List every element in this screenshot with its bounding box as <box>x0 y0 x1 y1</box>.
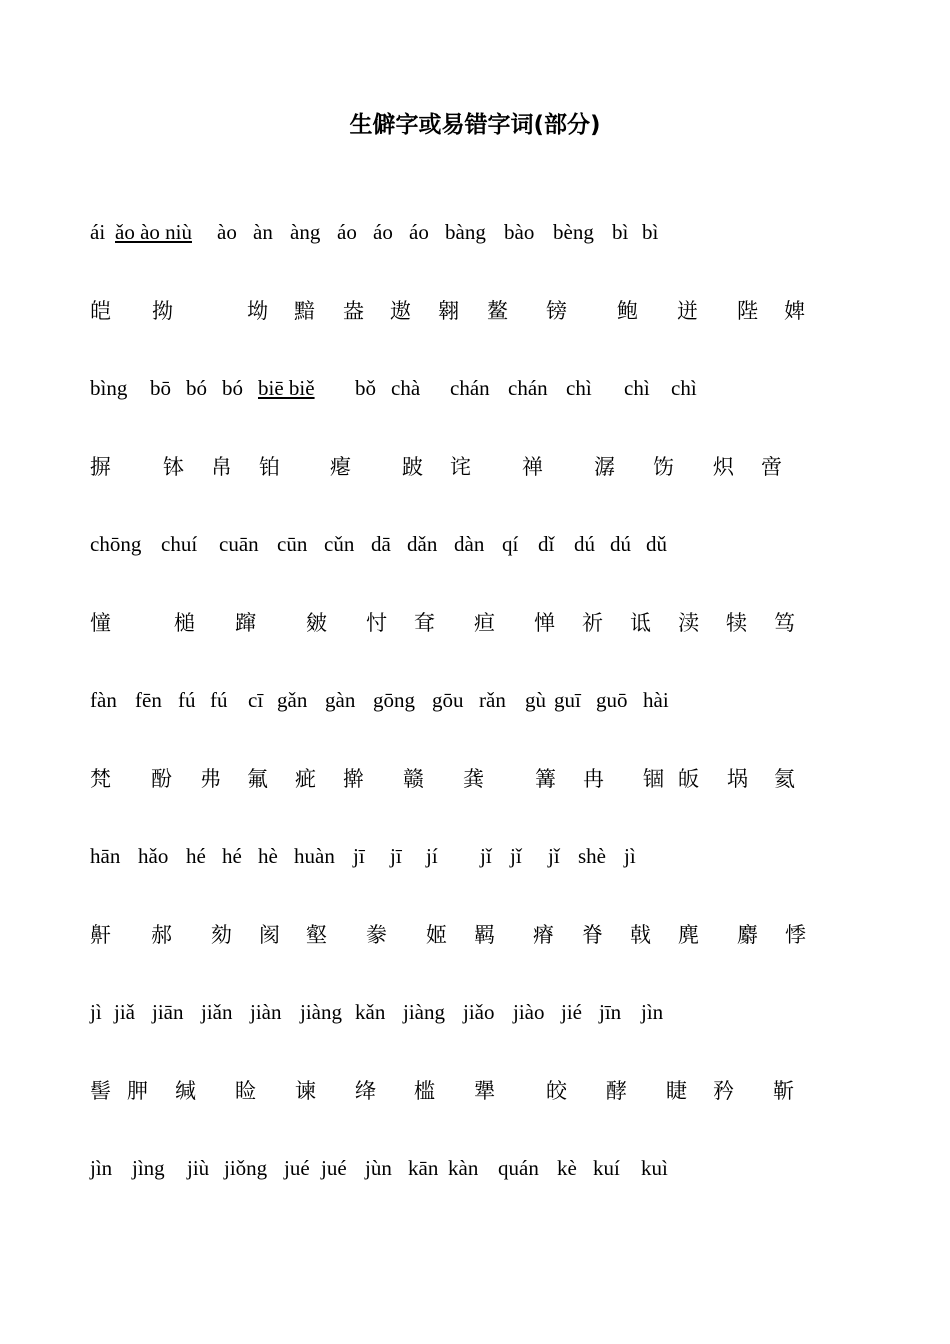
pinyin-token: jiǎn <box>201 1000 233 1024</box>
pinyin-token: quán <box>498 1156 539 1180</box>
hanzi-char: 陛 <box>737 299 758 323</box>
hanzi-char: 诋 <box>630 611 651 635</box>
hanzi-char: 梵 <box>90 767 111 791</box>
hanzi-char: 篝 <box>535 767 556 791</box>
hanzi-char: 悸 <box>785 923 806 947</box>
hanzi-char: 迸 <box>677 299 698 323</box>
hanzi-char: 麂 <box>678 923 699 947</box>
hanzi-char: 鼾 <box>90 923 111 947</box>
hanzi-char: 豢 <box>366 923 387 947</box>
hanzi-char: 笃 <box>774 611 795 635</box>
pinyin-token: jǐ <box>510 844 522 868</box>
hanzi-char: 婢 <box>784 299 805 323</box>
pinyin-token: ào <box>217 220 237 244</box>
pinyin-token: fēn <box>135 688 162 712</box>
hanzi-char: 潺 <box>594 455 615 479</box>
pinyin-token: jiǎo <box>463 1000 495 1024</box>
pinyin-token: jǐ <box>548 844 560 868</box>
pinyin-token: gù <box>525 688 546 712</box>
pinyin-token: àng <box>290 220 321 244</box>
pinyin-token: chán <box>508 376 548 400</box>
pinyin-token: dǎn <box>407 532 438 556</box>
hanzi-char: 劾 <box>211 923 232 947</box>
pinyin-line-3 <box>90 528 870 560</box>
hanzi-char: 耷 <box>414 611 435 635</box>
pinyin-token: kǎn <box>355 1000 386 1024</box>
pinyin-token: chōng <box>90 532 142 556</box>
pinyin-token: àn <box>253 220 273 244</box>
pinyin-token: bàng <box>445 220 486 244</box>
pinyin-token-underlined: biē biě <box>258 376 315 400</box>
pinyin-token: jùn <box>365 1156 392 1180</box>
hanzi-char: 忖 <box>366 611 387 635</box>
pinyin-token: cǔn <box>324 532 355 556</box>
pinyin-token: cuān <box>219 532 259 556</box>
hanzi-char: 瘪 <box>330 455 351 479</box>
pinyin-token: hǎo <box>138 844 169 868</box>
hanzi-char: 槌 <box>174 611 195 635</box>
pinyin-line-6 <box>90 996 870 1028</box>
hanzi-char: 疸 <box>474 611 495 635</box>
pinyin-token: dǔ <box>646 532 667 556</box>
pinyin-token: fú <box>178 688 196 712</box>
hanzi-char: 弗 <box>200 767 221 791</box>
pinyin-token: bì <box>612 220 629 244</box>
hanzi-char: 坳 <box>247 299 268 323</box>
pinyin-token: gǎn <box>277 688 308 712</box>
pinyin-token: hé <box>186 844 206 868</box>
pinyin-token: jìn <box>90 1156 113 1180</box>
pinyin-token: bì <box>642 220 659 244</box>
pinyin-token: bìng <box>90 376 128 400</box>
pinyin-token: dā <box>371 532 391 556</box>
pinyin-token: dú <box>574 532 595 556</box>
pinyin-token: jì <box>624 844 636 868</box>
hanzi-line-1 <box>90 295 870 327</box>
hanzi-char: 靳 <box>773 1079 794 1103</box>
hanzi-char: 皴 <box>306 611 327 635</box>
hanzi-char: 酵 <box>606 1079 627 1103</box>
hanzi-char: 惮 <box>534 611 555 635</box>
pinyin-token: bō <box>150 376 171 400</box>
hanzi-char: 啻 <box>761 455 782 479</box>
pinyin-token: jiàn <box>250 1000 282 1024</box>
hanzi-char: 渎 <box>678 611 699 635</box>
hanzi-char: 诧 <box>450 455 471 479</box>
pinyin-token: chì <box>624 376 650 400</box>
hanzi-char: 皈 <box>678 767 699 791</box>
pinyin-token: jiān <box>152 1000 184 1024</box>
pinyin-token: dǐ <box>538 532 555 556</box>
pinyin-token: chà <box>391 376 421 400</box>
pinyin-token: gàn <box>325 688 356 712</box>
pinyin-line-5 <box>90 840 870 872</box>
hanzi-char: 麝 <box>737 923 758 947</box>
pinyin-token: chuí <box>161 532 198 556</box>
hanzi-char: 郝 <box>151 923 172 947</box>
hanzi-char: 铂 <box>259 455 280 479</box>
pinyin-token: fú <box>210 688 228 712</box>
pinyin-token: jiǒng <box>224 1156 268 1180</box>
pinyin-token: jué <box>284 1156 310 1180</box>
pinyin-line-7 <box>90 1152 870 1184</box>
pinyin-token: chì <box>566 376 592 400</box>
hanzi-char: 摒 <box>90 455 111 479</box>
hanzi-char: 黯 <box>294 299 315 323</box>
hanzi-line-4 <box>90 763 870 795</box>
pinyin-token: áo <box>337 220 357 244</box>
pinyin-token: jì <box>90 1000 102 1024</box>
pinyin-token: jiàng <box>300 1000 342 1024</box>
hanzi-char: 饬 <box>653 455 674 479</box>
pinyin-token: chì <box>671 376 697 400</box>
pinyin-line-1 <box>90 216 870 248</box>
pinyin-token: qí <box>502 532 519 556</box>
pinyin-token: dú <box>610 532 631 556</box>
pinyin-token: hān <box>90 844 121 868</box>
pinyin-token: kè <box>557 1156 577 1180</box>
hanzi-char: 缄 <box>175 1079 196 1103</box>
hanzi-char: 瘠 <box>533 923 554 947</box>
pinyin-token: kuì <box>641 1156 668 1180</box>
hanzi-char: 犊 <box>726 611 747 635</box>
pinyin-token: bào <box>504 220 535 244</box>
hanzi-char: 壑 <box>306 923 327 947</box>
pinyin-token: guī <box>554 688 581 712</box>
pinyin-token: bó <box>222 376 243 400</box>
hanzi-char: 矜 <box>713 1079 734 1103</box>
hanzi-char: 氟 <box>247 767 268 791</box>
pinyin-token-underlined: ǎo ào niù <box>115 220 192 244</box>
hanzi-char: 拗 <box>152 299 173 323</box>
pinyin-token: jìng <box>132 1156 165 1180</box>
hanzi-char: 戟 <box>630 923 651 947</box>
hanzi-char: 姬 <box>426 923 447 947</box>
hanzi-char: 翱 <box>438 299 459 323</box>
hanzi-char: 盎 <box>343 299 364 323</box>
hanzi-char: 蹿 <box>235 611 256 635</box>
pinyin-token: bǒ <box>355 376 376 400</box>
hanzi-char: 帛 <box>211 455 232 479</box>
hanzi-line-3 <box>90 607 870 639</box>
hanzi-char: 脊 <box>582 923 603 947</box>
pinyin-token: jí <box>426 844 438 868</box>
pinyin-token: jiù <box>187 1156 210 1180</box>
hanzi-char: 祈 <box>582 611 603 635</box>
pinyin-token: gōu <box>432 688 464 712</box>
pinyin-line-4 <box>90 684 870 716</box>
hanzi-char: 遨 <box>390 299 411 323</box>
pinyin-token: gōng <box>373 688 415 712</box>
pinyin-token: jiào <box>513 1000 545 1024</box>
pinyin-token: jiǎ <box>114 1000 135 1024</box>
hanzi-char: 绛 <box>355 1079 376 1103</box>
hanzi-char: 跛 <box>402 455 423 479</box>
pinyin-token: jīn <box>599 1000 622 1024</box>
hanzi-char: 羁 <box>474 923 495 947</box>
document-title: 生僻字或易错字词(部分) <box>349 112 601 138</box>
hanzi-char: 锢 <box>643 767 664 791</box>
pinyin-token: bó <box>186 376 207 400</box>
hanzi-char: 槛 <box>414 1079 435 1103</box>
pinyin-token: jiàng <box>403 1000 445 1024</box>
pinyin-token: áo <box>409 220 429 244</box>
hanzi-char: 镑 <box>546 299 567 323</box>
pinyin-token: cūn <box>277 532 308 556</box>
hanzi-char: 钵 <box>163 455 184 479</box>
pinyin-token: fàn <box>90 688 117 712</box>
pinyin-token: jìn <box>641 1000 664 1024</box>
hanzi-char: 疵 <box>295 767 316 791</box>
hanzi-char: 埚 <box>727 767 748 791</box>
hanzi-char: 阂 <box>259 923 280 947</box>
hanzi-char: 鳌 <box>487 299 508 323</box>
pinyin-token: rǎn <box>479 688 506 712</box>
pinyin-token: ái <box>90 220 106 244</box>
hanzi-line-2 <box>90 451 870 483</box>
hanzi-char: 皎 <box>546 1079 567 1103</box>
hanzi-char: 睑 <box>235 1079 256 1103</box>
hanzi-char: 龚 <box>463 767 484 791</box>
pinyin-token: guō <box>596 688 628 712</box>
hanzi-char: 擀 <box>343 767 364 791</box>
pinyin-token: áo <box>373 220 393 244</box>
pinyin-token: jǐ <box>480 844 492 868</box>
hanzi-line-6 <box>90 1075 870 1107</box>
hanzi-char: 髻 <box>90 1079 111 1103</box>
pinyin-token: jī <box>353 844 365 868</box>
hanzi-char: 犟 <box>474 1079 495 1103</box>
hanzi-char: 鲍 <box>617 299 638 323</box>
hanzi-char: 酚 <box>151 767 172 791</box>
pinyin-token: jī <box>390 844 402 868</box>
pinyin-token: chán <box>450 376 490 400</box>
hanzi-char: 胛 <box>127 1079 148 1103</box>
hanzi-char: 冉 <box>583 767 604 791</box>
pinyin-token: huàn <box>294 844 335 868</box>
hanzi-char: 赣 <box>403 767 424 791</box>
hanzi-line-5 <box>90 919 870 951</box>
pinyin-token: dàn <box>454 532 485 556</box>
pinyin-token: hé <box>222 844 242 868</box>
hanzi-char: 禅 <box>522 455 543 479</box>
pinyin-token: cī <box>248 688 264 712</box>
pinyin-token: kān <box>408 1156 439 1180</box>
pinyin-line-2 <box>90 372 870 404</box>
hanzi-char: 憧 <box>90 611 111 635</box>
pinyin-token: shè <box>578 844 606 868</box>
hanzi-char: 皑 <box>90 299 111 323</box>
pinyin-token: hè <box>258 844 278 868</box>
hanzi-char: 谏 <box>295 1079 316 1103</box>
pinyin-token: bèng <box>553 220 594 244</box>
pinyin-token: kàn <box>448 1156 479 1180</box>
pinyin-token: jié <box>561 1000 582 1024</box>
pinyin-token: kuí <box>593 1156 620 1180</box>
hanzi-char: 睫 <box>666 1079 687 1103</box>
pinyin-token: hài <box>643 688 669 712</box>
hanzi-char: 炽 <box>713 455 734 479</box>
hanzi-char: 氦 <box>774 767 795 791</box>
pinyin-token: jué <box>321 1156 347 1180</box>
